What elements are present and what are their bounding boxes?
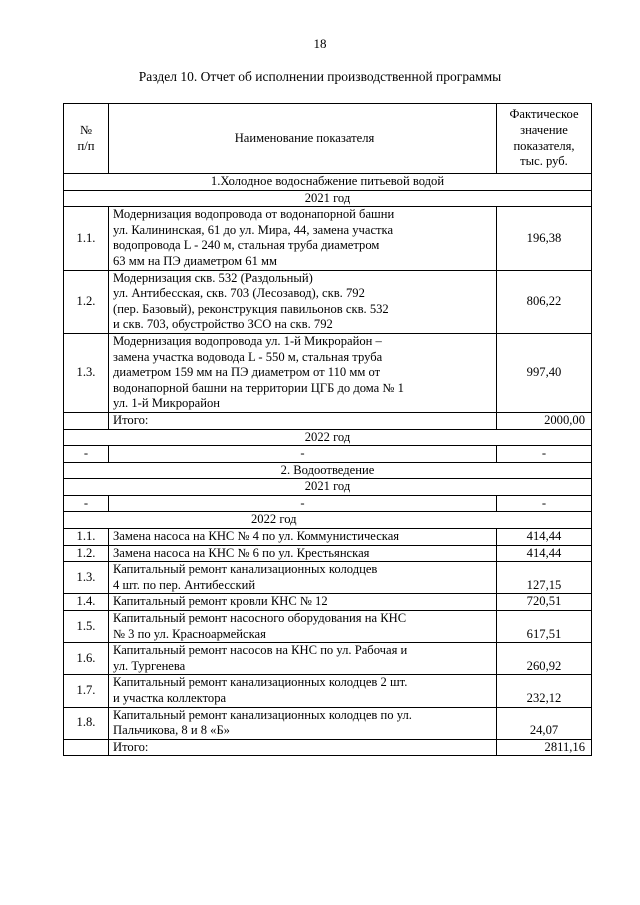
description-line: 4 шт. по пер. Антибесский (113, 577, 256, 592)
row-value: 414,44 (497, 545, 592, 562)
description-line: Капитальный ремонт канализационных колодцев по ул. (113, 707, 412, 722)
description-line: № 3 по ул. Красноармейская (113, 626, 266, 641)
header-num: № п/п (64, 104, 109, 174)
dash-cell: - (497, 495, 592, 512)
description-line: Пальчикова, 8 и 8 «Б» (113, 723, 230, 738)
year-row-cell: 2021 год (64, 190, 592, 207)
table-row (64, 545, 592, 562)
row-value: 997,40 (497, 333, 592, 412)
description-line: водонапорной башни на территории ЦГБ до дома № 1 (113, 380, 404, 395)
row-description (109, 545, 497, 562)
description-line: Модернизация водопровода ул. 1-й Микрорайон – (113, 333, 382, 348)
year-row-cell: 2022 год (64, 512, 592, 529)
row-number: 1.7. (64, 675, 109, 707)
year-row (64, 429, 592, 446)
description-line: 63 мм на ПЭ диаметром 61 мм (113, 253, 277, 268)
total-row (64, 739, 592, 756)
row-number: 1.2. (64, 270, 109, 333)
description-line: Капитальный ремонт кровли КНС № 12 (113, 594, 328, 609)
row-value: 720,51 (497, 594, 592, 611)
description-line: ул. Антибесская, скв. 703 (Лесозавод), скв. 792 (113, 286, 365, 301)
description-line: водопровода L - 240 м, стальная труба диаметром (113, 238, 380, 253)
year-row-cell: 2022 год (64, 429, 592, 446)
row-description (109, 643, 497, 675)
row-description (109, 333, 497, 412)
section-title-row (64, 174, 592, 191)
row-value: 127,15 (497, 562, 592, 594)
row-value: 232,12 (497, 675, 592, 707)
table-row (64, 562, 592, 594)
description-line: Капитальный ремонт канализационных колодцев (113, 562, 378, 577)
description-line: замена участка водовода L - 550 м, стальная труба (113, 349, 383, 364)
total-row (64, 412, 592, 429)
description-line: ул. Калининская, 61 до ул. Мира, 44, замена участка (113, 222, 394, 237)
total-value: 2000,00 (497, 412, 592, 429)
description-line: и участка коллектора (113, 691, 227, 705)
row-value: 196,38 (497, 207, 592, 270)
year-row-cell: 2021 год (64, 479, 592, 496)
dash-cell: - (109, 495, 497, 512)
row-value: 260,92 (497, 643, 592, 675)
section-title-row (64, 462, 592, 479)
total-label: Итого: (109, 412, 497, 429)
dash-cell: - (64, 495, 109, 512)
row-description (109, 270, 497, 333)
section-title-row-cell: 2. Водоотведение (64, 462, 592, 479)
description-line: Капитальный ремонт канализационных колодцев 2 шт. (113, 675, 408, 690)
description-line: Замена насоса на КНС № 6 по ул. Крестьянская (113, 545, 370, 560)
table-row (64, 675, 592, 707)
total-empty-cell (64, 739, 109, 756)
table-row (64, 270, 592, 333)
description-line: Замена насоса на КНС № 4 по ул. Коммунистическая (113, 529, 400, 544)
row-value: 414,44 (497, 529, 592, 546)
table-row (64, 643, 592, 675)
row-description (109, 529, 497, 546)
row-description (109, 594, 497, 611)
row-number: 1.5. (64, 611, 109, 643)
year-row (64, 512, 592, 529)
description-line: и скв. 703, обустройство ЗСО на скв. 792 (113, 317, 333, 332)
total-empty-cell (64, 412, 109, 429)
row-value: 806,22 (497, 270, 592, 333)
table-header-row (64, 104, 592, 174)
section-title-row-cell: 1.Холодное водоснабжение питьевой водой (64, 174, 592, 191)
row-description (109, 562, 497, 594)
year-row (64, 479, 592, 496)
description-line: диаметром 159 мм на ПЭ диаметром от 110 мм от (113, 365, 381, 380)
table-row (64, 594, 592, 611)
description-line: Модернизация водопровода от водонапорной башни (113, 207, 395, 222)
section-title: Раздел 10. Отчет об исполнении производственной программы (138, 69, 502, 84)
row-value: 24,07 (497, 707, 592, 739)
description-line: Капитальный ремонт насосного оборудования на КНС (113, 611, 407, 626)
header-name: Наименование показателя (109, 104, 497, 174)
row-description (109, 707, 497, 739)
dash-row (64, 495, 592, 512)
description-line: ул. Тургенева (113, 658, 186, 673)
dash-cell: - (497, 446, 592, 463)
total-label: Итого: (109, 739, 497, 756)
row-number: 1.2. (64, 545, 109, 562)
report-table (63, 103, 592, 756)
dash-cell: - (64, 446, 109, 463)
description-line: ул. 1-й Микрорайон (113, 396, 221, 411)
row-description (109, 207, 497, 270)
row-number: 1.3. (64, 333, 109, 412)
table-row (64, 207, 592, 270)
total-value: 2811,16 (497, 739, 592, 756)
page-number: 18 (313, 36, 327, 51)
row-value: 617,51 (497, 611, 592, 643)
description-line: (пер. Базовый), реконструкция павильонов скв. 532 (113, 301, 389, 316)
dash-row (64, 446, 592, 463)
description-line: Капитальный ремонт насосов на КНС по ул. Рабочая и (113, 643, 408, 658)
table-row (64, 333, 592, 412)
row-number: 1.1. (64, 529, 109, 546)
row-number: 1.1. (64, 207, 109, 270)
row-number: 1.3. (64, 562, 109, 594)
description-line: Модернизация скв. 532 (Раздольный) (113, 270, 313, 285)
table-row (64, 707, 592, 739)
row-number: 1.4. (64, 594, 109, 611)
dash-cell: - (109, 446, 497, 463)
row-number: 1.6. (64, 643, 109, 675)
table-row (64, 611, 592, 643)
year-row (64, 190, 592, 207)
row-description (109, 611, 497, 643)
table-row (64, 529, 592, 546)
header-value: Фактическое значение показателя, тыс. руб. (497, 104, 592, 174)
row-number: 1.8. (64, 707, 109, 739)
row-description (109, 675, 497, 707)
